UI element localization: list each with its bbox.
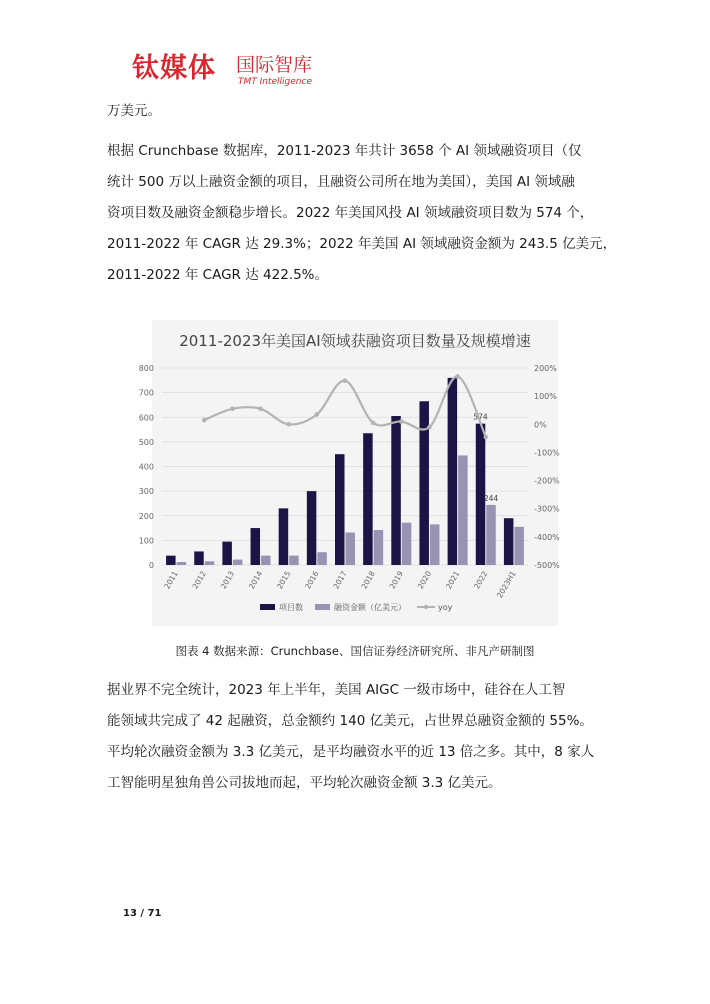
text-line: 2011-2022 年 CAGR 达 422.5%。 bbox=[107, 267, 328, 283]
x-tick-label: 2019 bbox=[387, 569, 406, 591]
bar-amount bbox=[430, 524, 440, 565]
y-right-tick-label: -400% bbox=[534, 532, 560, 542]
text-line: 能领域共完成了 42 起融资，总金额约 140 亿美元，占世界总融资金额的 55%。 bbox=[107, 713, 593, 729]
logo-en-text: TMT Intelligence bbox=[238, 77, 312, 87]
paragraph-continuation bbox=[107, 96, 607, 127]
text-line: 统计 500 万以上融资金额的项目，且融资公司所在地为美国），美国 AI 领域融 bbox=[107, 174, 575, 190]
bar-projects bbox=[251, 528, 261, 565]
y-left-tick-label: 200 bbox=[138, 511, 154, 521]
x-tick-label: 2021 bbox=[444, 569, 462, 591]
y-right-tick-label: -100% bbox=[534, 448, 560, 458]
yoy-point bbox=[230, 407, 235, 412]
logo-main-text: 钛媒体 bbox=[132, 53, 216, 84]
y-left-tick-label: 800 bbox=[138, 364, 154, 373]
legend-label: yoy bbox=[438, 603, 453, 612]
legend-label: 项目数 bbox=[279, 603, 303, 612]
yoy-point bbox=[258, 407, 263, 412]
bar-projects bbox=[419, 401, 429, 565]
bar-projects bbox=[279, 508, 289, 565]
bar-amount bbox=[289, 556, 299, 565]
bar-projects bbox=[166, 556, 176, 565]
bar-projects bbox=[335, 454, 345, 565]
bar-amount bbox=[346, 532, 356, 565]
bar-amount bbox=[514, 527, 524, 565]
legend-swatch bbox=[260, 604, 275, 610]
x-tick-label: 2020 bbox=[415, 569, 434, 591]
paragraph-crunchbase bbox=[107, 136, 617, 291]
bar-amount bbox=[205, 561, 215, 565]
text-line: 工智能明星独角兽公司拔地而起，平均轮次融资金额 3.3 亿美元。 bbox=[107, 775, 502, 791]
x-tick-label: 2018 bbox=[359, 569, 377, 591]
chart-figure bbox=[138, 320, 560, 626]
text-line: 资项目数及融资金额稳步增长。2022 年美国风投 AI 领域融资项目数为 574 个， bbox=[107, 205, 594, 221]
yoy-point bbox=[343, 378, 348, 383]
paragraph-aigc bbox=[107, 675, 607, 799]
yoy-point bbox=[286, 422, 291, 427]
legend-swatch-marker bbox=[424, 605, 428, 609]
y-right-tick-label: 100% bbox=[534, 392, 557, 402]
yoy-point bbox=[427, 425, 432, 430]
bar-amount bbox=[233, 560, 243, 565]
yoy-point bbox=[315, 412, 320, 417]
bar-amount bbox=[486, 505, 496, 565]
text-line: 平均轮次融资金额为 3.3 亿美元，是平均融资水平的近 13 倍之多。其中，8 家人 bbox=[107, 744, 595, 760]
logo-sub-text: 国际智库 bbox=[236, 54, 313, 76]
x-tick-label: 2013 bbox=[218, 569, 237, 591]
yoy-point bbox=[202, 418, 207, 423]
y-left-tick-label: 700 bbox=[138, 388, 154, 398]
legend-label: 融资金额（亿美元） bbox=[334, 603, 406, 612]
y-left-tick-label: 400 bbox=[138, 462, 154, 472]
legend-swatch bbox=[315, 604, 330, 610]
bar-projects bbox=[194, 551, 204, 565]
yoy-point bbox=[455, 374, 460, 379]
yoy-point bbox=[399, 419, 404, 424]
bar-data-label: 244 bbox=[483, 493, 499, 503]
bar-projects bbox=[391, 416, 401, 565]
x-tick-label: 2016 bbox=[303, 569, 321, 591]
figure-caption: 图表 4 数据来源：Crunchbase、国信证券经济研究所、非凡产研制图 bbox=[175, 644, 535, 658]
yoy-point bbox=[483, 435, 488, 440]
y-right-tick-label: -300% bbox=[534, 504, 560, 514]
x-tick-label: 2014 bbox=[246, 569, 265, 591]
bar-projects bbox=[222, 542, 232, 565]
yoy-point bbox=[371, 421, 376, 426]
bar-data-label: 574 bbox=[473, 412, 488, 422]
text-line: 据业界不完全统计，2023 年上半年，美国 AIGC 一级市场中，硅谷在人工智 bbox=[107, 682, 566, 698]
x-tick-label: 2023H1 bbox=[495, 569, 518, 600]
x-tick-label: 2011 bbox=[162, 569, 180, 591]
text-line: 万美元。 bbox=[107, 103, 161, 119]
y-left-tick-label: 0 bbox=[148, 561, 154, 570]
y-left-tick-label: 100 bbox=[138, 536, 154, 546]
page-number: 13 / 71 bbox=[123, 908, 162, 919]
chart-title: 2011-2023年美国AI领域获融资项目数量及规模增速 bbox=[179, 332, 531, 350]
bar-projects bbox=[448, 378, 458, 565]
bar-amount bbox=[261, 556, 271, 565]
brand-logo bbox=[132, 52, 332, 92]
y-right-tick-label: 0% bbox=[534, 420, 547, 430]
x-tick-label: 2017 bbox=[331, 569, 349, 591]
x-tick-label: 2012 bbox=[190, 569, 208, 591]
text-line: 根据 Crunchbase 数据库，2011-2023 年共计 3658 个 AI 领域融资项目（仅 bbox=[107, 143, 582, 159]
y-right-tick-label: -200% bbox=[534, 476, 560, 486]
bar-amount bbox=[458, 455, 468, 565]
x-tick-label: 2015 bbox=[275, 569, 293, 591]
x-tick-label: 2022 bbox=[472, 569, 490, 591]
chart-background bbox=[152, 320, 558, 626]
bar-amount bbox=[402, 523, 412, 565]
bar-projects bbox=[504, 518, 514, 565]
y-left-tick-label: 600 bbox=[138, 413, 154, 423]
chart-svg bbox=[138, 320, 560, 626]
bar-amount bbox=[317, 552, 327, 565]
y-right-tick-label: -500% bbox=[534, 561, 560, 570]
y-left-tick-label: 300 bbox=[138, 487, 154, 497]
text-line: 2011-2022 年 CAGR 达 29.3%；2022 年美国 AI 领域融资金额为 243.5 亿美元， bbox=[107, 236, 617, 252]
bar-projects bbox=[363, 433, 373, 565]
y-left-tick-label: 500 bbox=[138, 437, 154, 447]
bar-projects bbox=[307, 491, 317, 565]
y-right-tick-label: 200% bbox=[534, 364, 557, 373]
bar-amount bbox=[374, 530, 384, 565]
bar-amount bbox=[177, 562, 187, 565]
